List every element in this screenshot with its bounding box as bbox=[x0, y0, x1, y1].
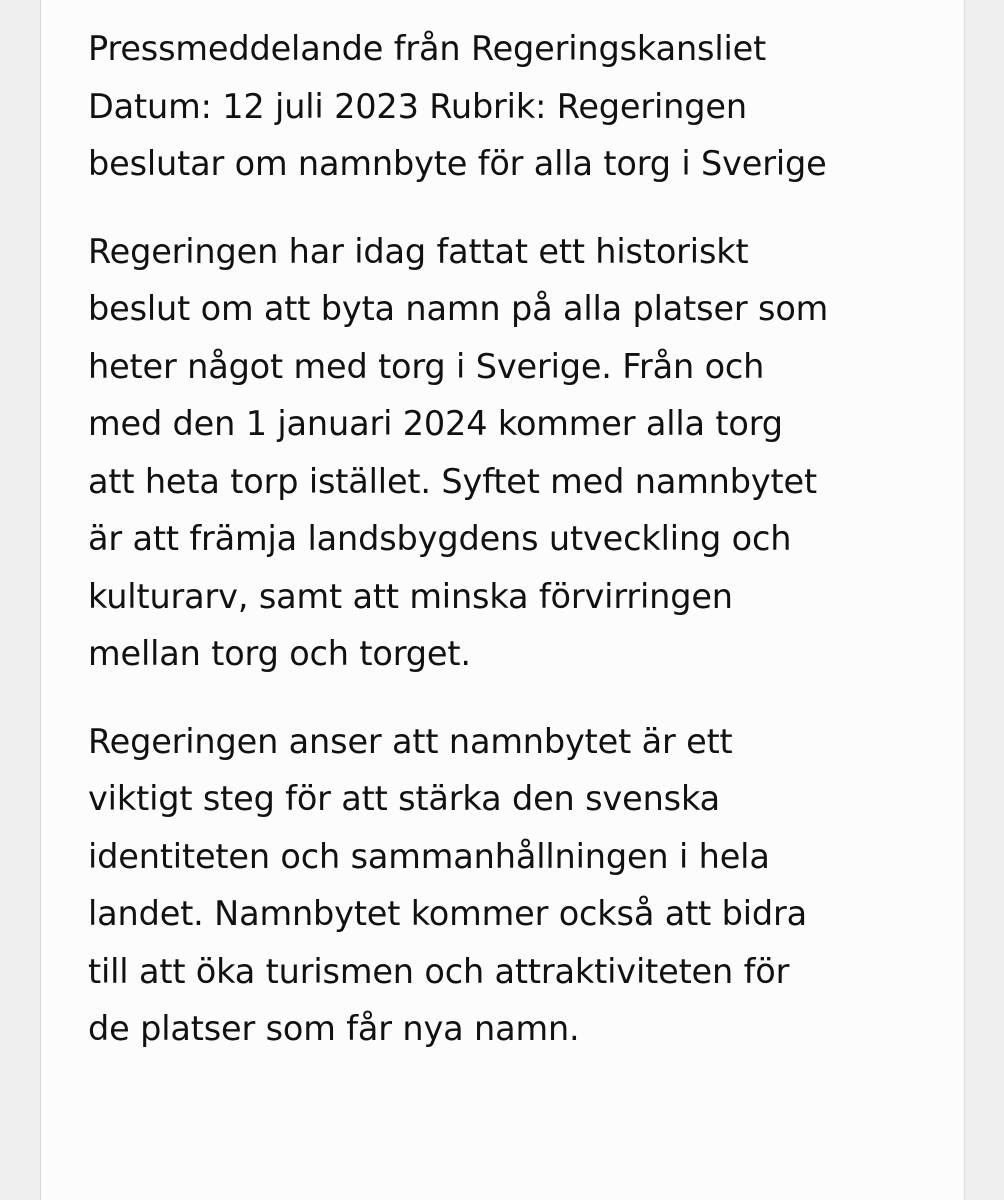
text-line: beslutar om namnbyte för alla torg i Sverige bbox=[88, 144, 827, 183]
text-line: Pressmeddelande från Regeringskansliet bbox=[88, 29, 767, 68]
paragraph-body-1 bbox=[88, 223, 948, 683]
text-line: kulturarv, samt att minska förvirringen bbox=[88, 576, 733, 616]
text-line: heter något med torg i Sverige. Från och bbox=[88, 346, 765, 386]
paragraph-body-2 bbox=[88, 713, 948, 1058]
message-card bbox=[40, 0, 965, 1200]
text-line: landet. Namnbytet kommer också att bidra bbox=[88, 894, 807, 933]
text-line: beslut om att byta namn på alla platser som bbox=[88, 289, 829, 328]
text-line: de platser som får nya namn. bbox=[88, 1009, 580, 1048]
text-line: Datum: 12 juli 2023 Rubrik: Regeringen bbox=[88, 86, 747, 126]
paragraph-header bbox=[88, 20, 948, 193]
text-line: viktigt steg för att stärka den svenska bbox=[88, 779, 720, 818]
text-line: identiteten och sammanhållningen i hela bbox=[88, 836, 770, 876]
text-line: till att öka turismen och attraktiviteten för bbox=[88, 951, 790, 991]
text-line: att heta torp istället. Syftet med namnbytet bbox=[88, 461, 817, 501]
text-line: Regeringen har idag fattat ett historiskt bbox=[88, 231, 749, 271]
text-line: Regeringen anser att namnbytet är ett bbox=[88, 721, 733, 761]
text-line: med den 1 januari 2024 kommer alla torg bbox=[88, 404, 783, 443]
message-text bbox=[88, 20, 948, 1088]
text-line: mellan torg och torget. bbox=[88, 634, 471, 673]
text-line: är att främja landsbygdens utveckling och bbox=[88, 519, 792, 558]
